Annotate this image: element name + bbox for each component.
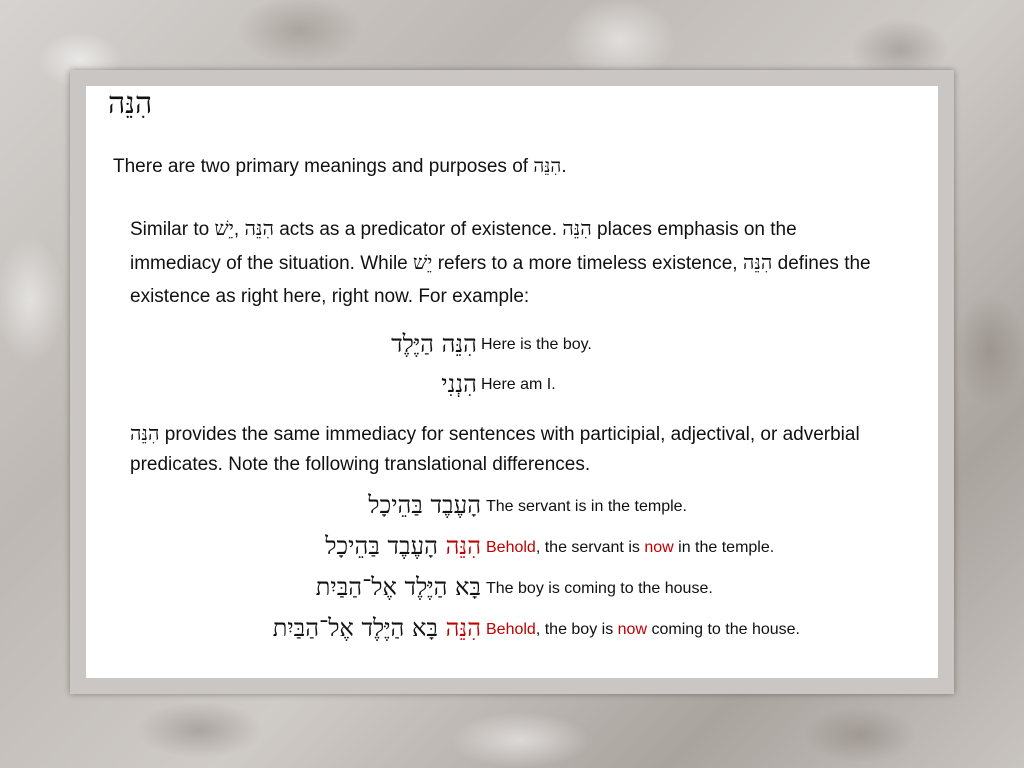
- hebrew-hinneh: הִנֵּה: [130, 421, 160, 445]
- hebrew-hinneh-highlight: הִנֵּה: [445, 614, 481, 642]
- translation-text: The boy is coming to the house.: [486, 580, 713, 597]
- paragraph-immediacy: [130, 418, 890, 480]
- translation-text: The servant is in the temple.: [486, 498, 687, 515]
- hebrew-hinneh-highlight: הִנֵּה: [445, 532, 481, 560]
- example-translation: [486, 498, 687, 516]
- example-row: [0, 614, 1024, 650]
- translation-end: in the temple.: [673, 539, 775, 556]
- paragraph-existence: [130, 212, 890, 313]
- hebrew-hinneh: הִנֵּה: [562, 216, 592, 240]
- para1-text-a: Similar to: [130, 219, 215, 240]
- example-hebrew: [316, 573, 481, 602]
- para1-text-b: acts as a predicator of existence.: [273, 219, 563, 240]
- example-hebrew: [368, 491, 481, 520]
- hebrew-sentence: בָּא הַיֶּלֶד אֶל־הַבַּיִת: [272, 614, 438, 642]
- slide-title: הִנֵּה: [108, 86, 153, 121]
- hebrew-yesh: יֵשׁ: [413, 250, 433, 274]
- hebrew-hinneh: הִנֵּה: [244, 216, 274, 240]
- example-row: [0, 330, 1024, 366]
- example-row: [0, 491, 1024, 527]
- example-translation: Here is the boy.: [481, 336, 592, 353]
- hebrew-yesh: יֵשׁ: [214, 216, 234, 240]
- para1-comma: ,: [233, 219, 245, 240]
- behold-highlight: Behold: [486, 539, 536, 556]
- intro-period: .: [561, 156, 567, 177]
- hebrew-sentence: הָעֶבֶד בַּהֵיכָל: [368, 491, 481, 519]
- para1-text-d: refers to a more timeless existence,: [432, 253, 743, 274]
- intro-text: There are two primary meanings and purposes of: [113, 156, 534, 177]
- para1-text-e: defines the existence as right here, right now. For example:: [130, 253, 871, 307]
- hebrew-hinneh: הִנֵּה: [742, 250, 773, 274]
- example-translation: [486, 539, 774, 557]
- example-translation: [486, 621, 800, 639]
- example-row: [0, 573, 1024, 609]
- example-translation: Here am I.: [481, 376, 556, 393]
- hebrew-sentence: בָּא הַיֶּלֶד אֶל־הַבַּיִת: [315, 573, 481, 601]
- translation-text: , the servant is: [535, 539, 645, 556]
- example-row: [0, 370, 1024, 406]
- now-highlight: now: [644, 539, 674, 556]
- example-hebrew: הִנְנִי: [441, 370, 477, 398]
- intro-sentence: [113, 155, 567, 178]
- example-hebrew: הִנֵּה הַיֶּלֶד: [391, 330, 477, 358]
- example-row: [0, 532, 1024, 568]
- example-hebrew: [325, 532, 481, 561]
- intro-hebrew-term: הִנֵּה: [533, 155, 562, 177]
- example-translation: [486, 580, 713, 598]
- example-hebrew: [273, 614, 481, 643]
- behold-highlight: Behold: [486, 621, 536, 638]
- para2-text: provides the same immediacy for sentences with participial, adjectival, or adverbial predicates. Note the following translational differences.: [130, 424, 860, 475]
- translation-end: coming to the house.: [647, 621, 800, 638]
- hebrew-sentence: הָעֶבֶד בַּהֵיכָל: [325, 532, 438, 560]
- translation-text: , the boy is: [535, 621, 618, 638]
- para1-text-c: places emphasis on the immediacy of the situation. While: [130, 219, 797, 274]
- now-highlight: now: [617, 621, 648, 638]
